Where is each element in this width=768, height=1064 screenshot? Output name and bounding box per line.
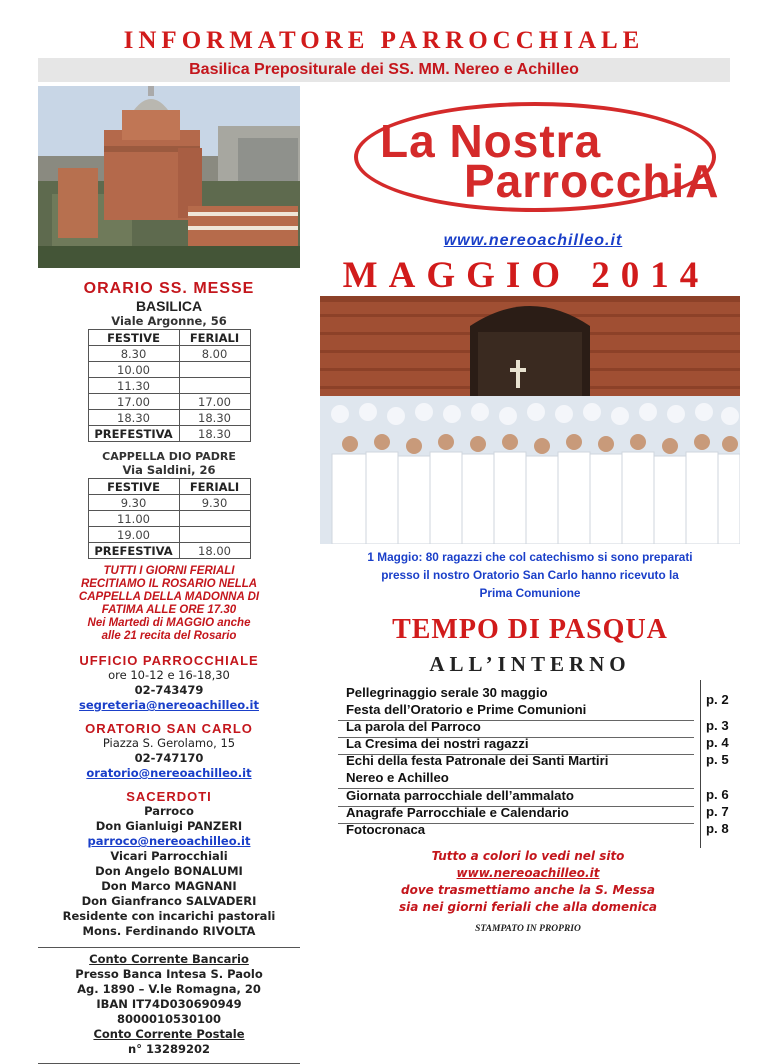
vicar-name: Don Angelo BONALUMI bbox=[95, 864, 243, 878]
newsletter-title: INFORMATORE PARROCCHIALE bbox=[123, 27, 645, 54]
schedule-cell: 18.30 bbox=[88, 410, 179, 426]
toc-item[interactable]: Pellegrinaggio serale 30 maggio bbox=[346, 685, 548, 700]
basilica-schedule-table bbox=[88, 329, 251, 442]
schedule-cell: 10.00 bbox=[88, 362, 179, 378]
rosary-line: FATIMA ALLE ORE 17.30 bbox=[101, 604, 237, 616]
footer-website-link[interactable]: www.nereoachilleo.it bbox=[456, 866, 600, 880]
bank-line: Ag. 1890 – V.le Romagna, 20 bbox=[77, 982, 261, 996]
logo-line1: La Nostra bbox=[380, 115, 602, 167]
toc-page: p. 6 bbox=[706, 787, 729, 802]
schedule-cell bbox=[179, 511, 250, 527]
issue-date: MAGGIO 2014 bbox=[342, 255, 710, 296]
toc-divider bbox=[700, 680, 701, 848]
toc-item[interactable]: Anagrafe Parrocchiale e Calendario bbox=[346, 805, 569, 820]
rosary-notice bbox=[38, 565, 300, 643]
toc-item[interactable]: Echi della festa Patronale dei Santi Martiri bbox=[346, 753, 609, 768]
schedule-cell: 11.30 bbox=[88, 378, 179, 394]
prefestiva-label: PREFESTIVA bbox=[88, 543, 179, 559]
schedule-cell: 8.00 bbox=[179, 346, 250, 362]
basilica-heading: BASILICA bbox=[135, 298, 203, 314]
table-of-contents bbox=[338, 680, 738, 848]
iban-line: 8000010530100 bbox=[116, 1012, 222, 1026]
basilica-address: Viale Argonne, 56 bbox=[111, 314, 227, 328]
vicar-name: Don Gianfranco SALVADERI bbox=[81, 894, 257, 908]
parroco-email-link[interactable]: parroco@nereoachilleo.it bbox=[87, 834, 251, 848]
first-communion-photo bbox=[320, 296, 740, 544]
toc-item[interactable]: Fotocronaca bbox=[346, 822, 426, 837]
toc-item[interactable]: Giornata parrocchiale dell’ammalato bbox=[346, 788, 574, 803]
festive-header: FESTIVE bbox=[88, 479, 179, 495]
vicars-label: Vicari Parrocchiali bbox=[110, 849, 228, 863]
schedule-cell: 8.30 bbox=[88, 346, 179, 362]
masthead bbox=[38, 26, 730, 82]
toc-item[interactable]: La Cresima dei nostri ragazzi bbox=[346, 736, 529, 751]
cappella-heading: CAPPELLA DIO PADRE bbox=[102, 450, 236, 463]
footer-line: Tutto a colori lo vedi nel sito bbox=[431, 849, 625, 863]
schedule-cell bbox=[179, 362, 250, 378]
priests-heading: SACERDOTI bbox=[126, 789, 212, 804]
logo-line2: ParrocchiA bbox=[464, 155, 720, 207]
postal-account-number: n° 13289202 bbox=[128, 1042, 210, 1056]
schedule-cell: 9.30 bbox=[88, 495, 179, 511]
feriali-header: FERIALI bbox=[179, 479, 250, 495]
prefestiva-label: PREFESTIVA bbox=[88, 426, 179, 442]
rosary-line: alle 21 recita del Rosario bbox=[101, 630, 237, 642]
headline: TEMPO DI PASQUA bbox=[392, 614, 668, 645]
toc-page: p. 2 bbox=[706, 692, 729, 707]
resident-label: Residente con incarichi pastorali bbox=[62, 909, 276, 923]
website-link[interactable]: www.nereoachilleo.it bbox=[443, 232, 623, 249]
toc-item[interactable]: La parola del Parroco bbox=[346, 719, 481, 734]
toc-heading: ALL’INTERNO bbox=[429, 652, 631, 676]
schedule-cell bbox=[179, 378, 250, 394]
office-email-link[interactable]: segreteria@nereoachilleo.it bbox=[79, 698, 259, 712]
rosary-line: Nei Martedì di MAGGIO anche bbox=[87, 617, 251, 629]
vicar-name: Don Marco MAGNANI bbox=[101, 879, 237, 893]
festive-header: FESTIVE bbox=[88, 330, 179, 346]
parish-subtitle: Basilica Prepositurale dei SS. MM. Nereo e Achilleo bbox=[38, 58, 730, 82]
rosary-line: CAPPELLA DELLA MADONNA DI bbox=[78, 591, 260, 603]
toc-page: p. 7 bbox=[706, 804, 729, 819]
toc-page: p. 5 bbox=[706, 752, 729, 767]
schedule-cell: 9.30 bbox=[179, 495, 250, 511]
church-photo bbox=[38, 86, 300, 268]
office-hours: ore 10-12 e 16-18,30 bbox=[108, 668, 230, 682]
postal-account-heading: Conto Corrente Postale bbox=[93, 1027, 245, 1041]
bank-details bbox=[38, 947, 300, 1064]
toc-page: p. 4 bbox=[706, 735, 729, 750]
parish-office-heading: UFFICIO PARROCCHIALE bbox=[79, 653, 259, 668]
schedule-cell bbox=[179, 527, 250, 543]
caption-line: presso il nostro Oratorio San Carlo hanno ricevuto la bbox=[381, 568, 679, 582]
rosary-line: TUTTI I GIORNI FERIALI bbox=[103, 565, 235, 577]
office-phone: 02-743479 bbox=[134, 683, 204, 697]
resident-name: Mons. Ferdinando RIVOLTA bbox=[82, 924, 256, 938]
footer-note bbox=[338, 848, 718, 916]
oratorio-phone: 02-747170 bbox=[134, 751, 204, 765]
toc-item[interactable]: Nereo e Achilleo bbox=[346, 770, 449, 785]
schedule-cell: 17.00 bbox=[179, 394, 250, 410]
prefestiva-time: 18.30 bbox=[179, 426, 250, 442]
parroco-label: Parroco bbox=[144, 804, 194, 818]
bank-account-heading: Conto Corrente Bancario bbox=[89, 952, 249, 966]
feriali-header: FERIALI bbox=[179, 330, 250, 346]
mass-schedule-heading: ORARIO SS. MESSE bbox=[83, 280, 255, 297]
parish-logo bbox=[346, 98, 726, 216]
bank-line: Presso Banca Intesa S. Paolo bbox=[75, 967, 263, 981]
schedule-cell: 17.00 bbox=[88, 394, 179, 410]
oratorio-email-link[interactable]: oratorio@nereoachilleo.it bbox=[86, 766, 252, 780]
cappella-schedule-table bbox=[88, 478, 251, 559]
footer-line: sia nei giorni feriali che alla domenica bbox=[398, 900, 657, 914]
cappella-address: Via Saldini, 26 bbox=[122, 463, 216, 477]
footer-line: dove trasmettiamo anche la S. Messa bbox=[401, 883, 655, 897]
oratorio-address: Piazza S. Gerolamo, 15 bbox=[102, 736, 236, 750]
print-notice: STAMPATO IN PROPRIO bbox=[475, 924, 581, 934]
iban-line: IBAN IT74D030690949 bbox=[96, 997, 242, 1011]
left-column bbox=[38, 278, 300, 1064]
toc-item[interactable]: Festa dell’Oratorio e Prime Comunioni bbox=[346, 702, 587, 717]
caption-line: 1 Maggio: 80 ragazzi che col catechismo si sono preparati bbox=[367, 550, 693, 564]
rosary-line: RECITIAMO IL ROSARIO NELLA bbox=[80, 578, 258, 590]
schedule-cell: 18.30 bbox=[179, 410, 250, 426]
toc-page: p. 3 bbox=[706, 718, 729, 733]
schedule-cell: 19.00 bbox=[88, 527, 179, 543]
caption-line: Prima Comunione bbox=[479, 586, 581, 600]
oratorio-heading: ORATORIO SAN CARLO bbox=[85, 721, 253, 736]
schedule-cell: 11.00 bbox=[88, 511, 179, 527]
toc-page: p. 8 bbox=[706, 821, 729, 836]
parroco-name: Don Gianluigi PANZERI bbox=[95, 819, 243, 833]
photo-caption bbox=[320, 548, 740, 602]
prefestiva-time: 18.00 bbox=[179, 543, 250, 559]
